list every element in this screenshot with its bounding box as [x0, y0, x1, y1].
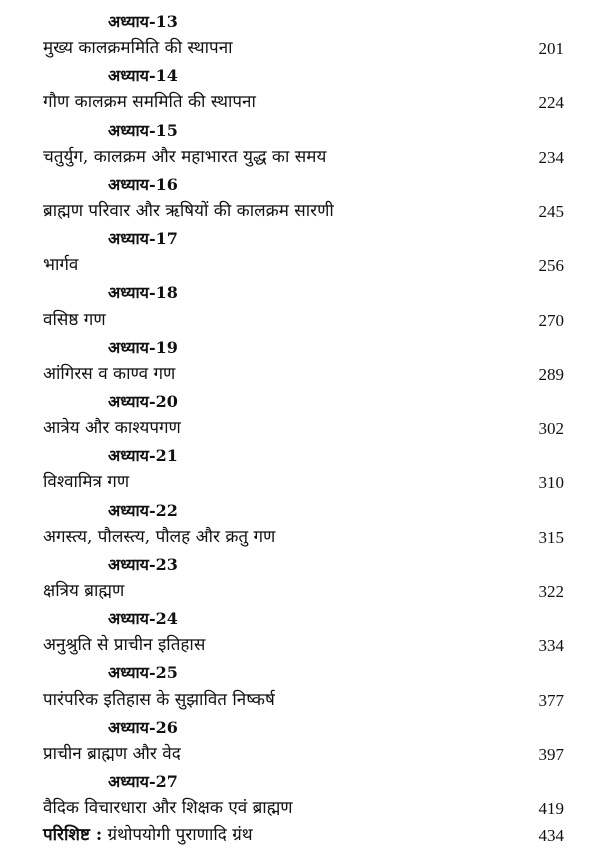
chapter-number: अध्याय-14 — [108, 66, 178, 86]
chapter-entry[interactable] — [0, 307, 600, 334]
chapter-title: आंगिरस व काण्व गण — [43, 363, 176, 384]
chapter-number: अध्याय-27 — [108, 771, 178, 791]
table-of-contents — [0, 8, 600, 849]
appendix-entry[interactable] — [0, 822, 600, 849]
chapter-number: अध्याय-17 — [108, 229, 178, 249]
chapter-title: वैदिक विचारधारा और शिक्षक एवं ब्राह्मण — [43, 798, 293, 819]
chapter-title: आत्रेय और काश्यपगण — [43, 418, 181, 439]
chapter-heading — [0, 117, 600, 144]
chapter-title: गौण कालक्रम सममिति की स्थापना — [43, 92, 256, 113]
chapter-number: अध्याय-20 — [108, 391, 178, 411]
chapter-heading — [0, 497, 600, 524]
page-number: 322 — [538, 581, 564, 601]
chapter-heading — [0, 279, 600, 306]
chapter-number: अध्याय-21 — [108, 446, 178, 466]
chapter-title: भार्गव — [43, 255, 79, 276]
chapter-number: अध्याय-13 — [108, 12, 178, 31]
page-number: 419 — [538, 799, 564, 819]
chapter-heading — [0, 62, 600, 89]
chapter-number: अध्याय-16 — [108, 174, 178, 194]
chapter-title: क्षत्रिय ब्राह्मण — [43, 580, 125, 601]
chapter-number: अध्याय-26 — [108, 717, 178, 737]
chapter-heading — [0, 551, 600, 578]
chapter-title: अगस्त्य, पौलस्त्य, पौलह और क्रतु गण — [43, 526, 276, 547]
chapter-title: प्राचीन ब्राह्मण और वेद — [43, 743, 181, 764]
page-number: 302 — [538, 419, 564, 439]
page-number: 201 — [538, 39, 564, 59]
page-number: 334 — [538, 636, 564, 656]
chapter-entry[interactable] — [0, 795, 600, 822]
chapter-heading — [0, 388, 600, 415]
page-number: 234 — [538, 147, 564, 167]
chapter-number: अध्याय-18 — [108, 283, 178, 303]
chapter-title: ब्राह्मण परिवार और ऋषियों की कालक्रम सारणी — [43, 200, 334, 221]
chapter-entry[interactable] — [0, 741, 600, 768]
chapter-number: अध्याय-22 — [108, 500, 178, 520]
chapter-entry[interactable] — [0, 687, 600, 714]
page-number: 397 — [538, 744, 564, 764]
chapter-entry[interactable] — [0, 198, 600, 225]
chapter-heading — [0, 334, 600, 361]
chapter-heading — [0, 605, 600, 632]
chapter-entry[interactable] — [0, 35, 600, 62]
chapter-heading — [0, 714, 600, 741]
page-number: 310 — [538, 473, 564, 493]
appendix-title: ग्रंथोपयोगी पुराणादि ग्रंथ — [107, 825, 253, 846]
appendix-label: परिशिष्ट : — [43, 825, 103, 846]
chapter-entry[interactable] — [0, 578, 600, 605]
chapter-heading — [0, 171, 600, 198]
page-number: 377 — [538, 690, 564, 710]
chapter-number: अध्याय-19 — [108, 337, 178, 357]
page-number: 245 — [538, 201, 564, 221]
chapter-title: चतुर्युग, कालक्रम और महाभारत युद्ध का समय — [43, 146, 327, 167]
chapter-entry[interactable] — [0, 144, 600, 171]
chapter-entry[interactable] — [0, 361, 600, 388]
chapter-heading — [0, 8, 600, 35]
chapter-entry[interactable] — [0, 632, 600, 659]
chapter-entry[interactable] — [0, 469, 600, 496]
chapter-number: अध्याय-25 — [108, 663, 178, 683]
chapter-heading — [0, 659, 600, 686]
chapter-title: मुख्य कालक्रममिति की स्थापना — [43, 38, 233, 59]
page-number: 315 — [538, 527, 564, 547]
chapter-title: वसिष्ठ गण — [43, 309, 106, 330]
chapter-title: पारंपरिक इतिहास के सुझावित निष्कर्ष — [43, 689, 275, 710]
chapter-heading — [0, 442, 600, 469]
chapter-title: अनुश्रुति से प्राचीन इतिहास — [43, 635, 206, 656]
chapter-number: अध्याय-23 — [108, 554, 178, 574]
page-number: 224 — [538, 93, 564, 113]
chapter-number: अध्याय-24 — [108, 609, 178, 629]
page-number: 270 — [538, 310, 564, 330]
page-number: 434 — [538, 826, 564, 846]
chapter-entry[interactable] — [0, 252, 600, 279]
chapter-entry[interactable] — [0, 89, 600, 116]
chapter-number: अध्याय-15 — [108, 120, 178, 140]
chapter-entry[interactable] — [0, 524, 600, 551]
chapter-heading — [0, 225, 600, 252]
chapter-entry[interactable] — [0, 415, 600, 442]
page-number: 256 — [538, 256, 564, 276]
page-number: 289 — [538, 364, 564, 384]
chapter-title: विश्वामित्र गण — [43, 472, 130, 493]
chapter-heading — [0, 768, 600, 795]
